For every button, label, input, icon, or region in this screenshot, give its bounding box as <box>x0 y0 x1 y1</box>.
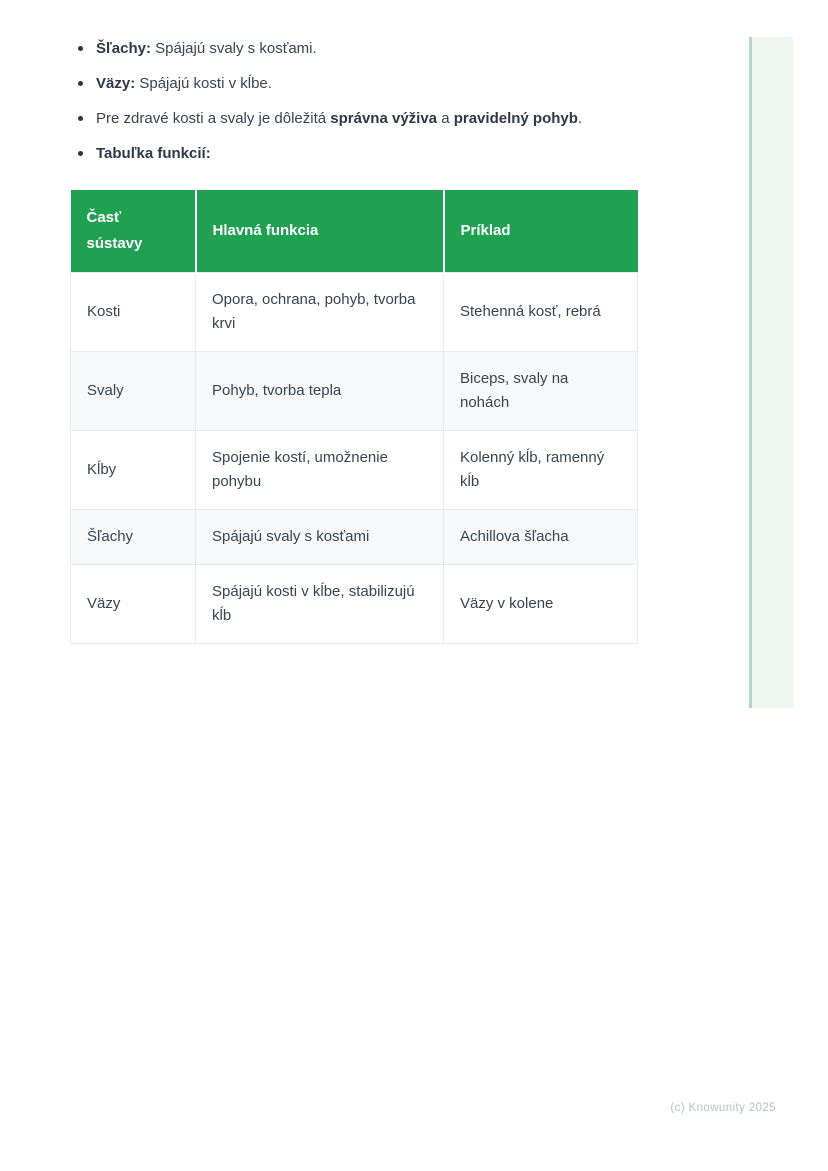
cell-funkcia: Spájajú kosti v kĺbe, stabilizujú kĺb <box>196 565 444 644</box>
list-item-text: a <box>437 110 454 127</box>
header-cell-hlavna-funkcia: Hlavná funkcia <box>196 190 444 273</box>
table-row <box>71 273 638 352</box>
list-item-bold: Tabuľka funkcií: <box>96 145 211 162</box>
table-header-row <box>71 190 638 273</box>
cell-funkcia: Spojenie kostí, umožnenie pohybu <box>196 431 444 510</box>
cell-part: Kĺby <box>71 431 196 510</box>
functions-table <box>70 190 638 644</box>
cell-funkcia: Opora, ochrana, pohyb, tvorba krvi <box>196 273 444 352</box>
list-item-text: Spájajú kosti v kĺbe. <box>135 75 272 92</box>
cell-part: Šľachy <box>71 510 196 565</box>
list-item <box>75 108 715 129</box>
list-item-bold: Väzy: <box>96 75 136 92</box>
cell-priklad: Väzy v kolene <box>444 565 638 644</box>
bullet-dot-icon <box>78 151 83 156</box>
list-item-bold: Šľachy: <box>96 40 151 57</box>
margin-highlight-strip <box>749 37 793 708</box>
list-item-text: . <box>577 110 583 127</box>
table-row <box>71 431 638 510</box>
bullet-list <box>75 38 715 178</box>
cell-priklad: Biceps, svaly na nohách <box>444 352 638 431</box>
cell-funkcia: Spájajú svaly s kosťami <box>196 510 444 565</box>
bullet-dot-icon <box>78 116 83 121</box>
cell-part: Kosti <box>71 273 196 352</box>
table-row <box>71 510 638 565</box>
list-item <box>75 38 715 59</box>
cell-priklad: Kolenný kĺb, ramenný kĺb <box>444 431 638 510</box>
header-cell-priklad: Príklad <box>444 190 638 273</box>
bullet-dot-icon <box>78 81 83 86</box>
list-item <box>75 143 715 164</box>
list-item-bold: správna výživa <box>330 110 438 127</box>
list-item <box>75 73 715 94</box>
list-item-bold: pravidelný pohyb <box>453 110 578 127</box>
cell-funkcia: Pohyb, tvorba tepla <box>196 352 444 431</box>
cell-priklad: Achillova šľacha <box>444 510 638 565</box>
copyright-credit: (c) Knowunity 2025 <box>670 1102 776 1114</box>
cell-part: Väzy <box>71 565 196 644</box>
bullet-dot-icon <box>78 46 83 51</box>
header-cell-cast-sustavy: Časť sústavy <box>71 190 196 273</box>
cell-part: Svaly <box>71 352 196 431</box>
cell-priklad: Stehenná kosť, rebrá <box>444 273 638 352</box>
list-item-text: Pre zdravé kosti a svaly je dôležitá <box>96 110 331 127</box>
list-item-text: Spájajú svaly s kosťami. <box>150 40 317 57</box>
table-row <box>71 352 638 431</box>
table-row <box>71 565 638 644</box>
